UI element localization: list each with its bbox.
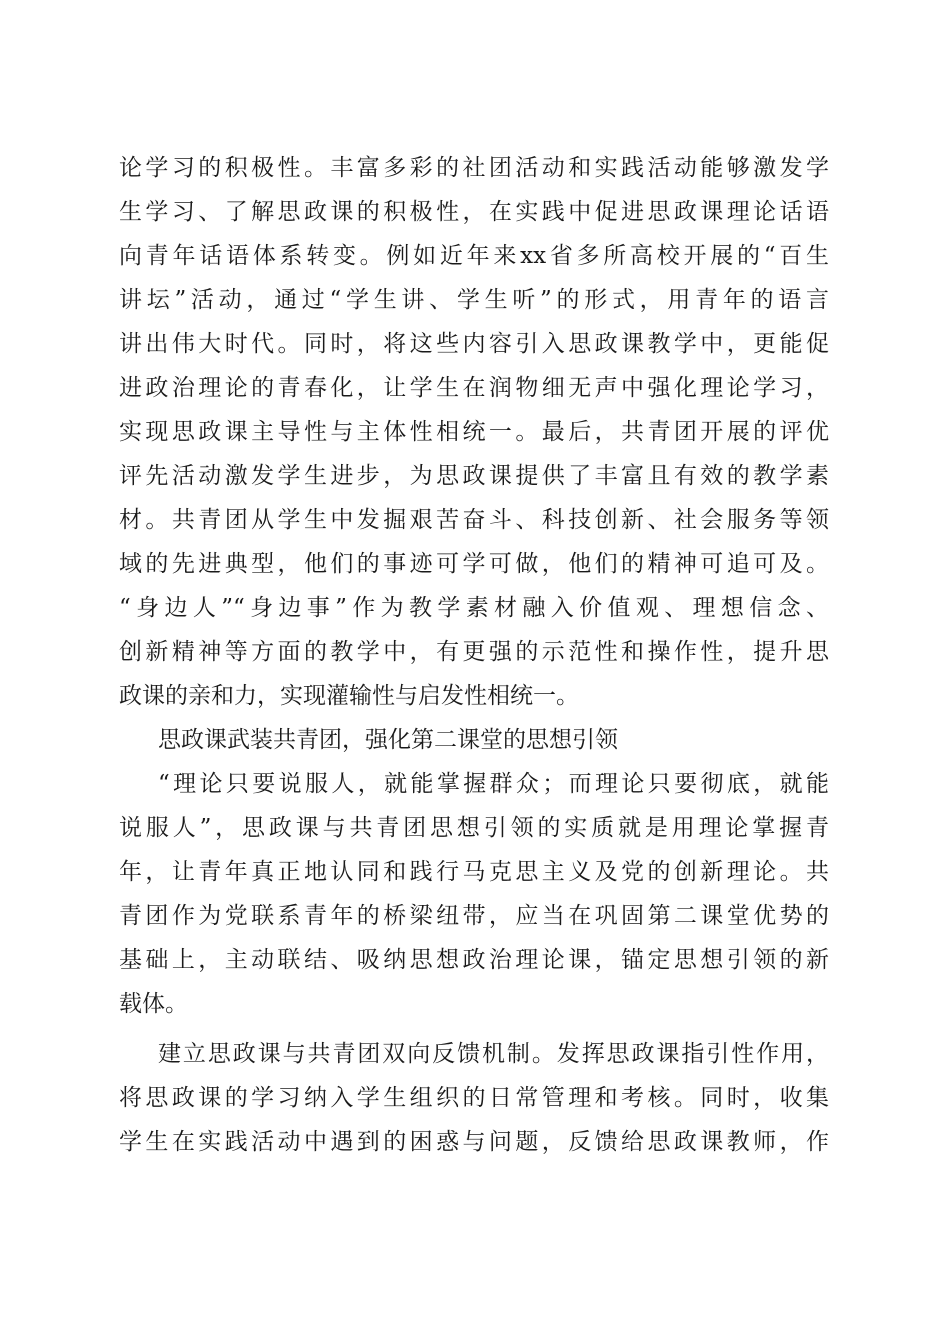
paragraph-line: 评先活动激发学生进步，为思政课提供了丰富且有效的教学素	[119, 463, 829, 489]
paragraph-line: 基础上，主动联结、吸纳思想政治理论课，锚定思想引领的新	[119, 947, 829, 973]
paragraph-line: 讲出伟大时代。同时，将这些内容引入思政课教学中，更能促	[119, 331, 829, 357]
paragraph-line: 讲坛”活动，通过“学生讲、学生听”的形式，用青年的语言	[119, 287, 829, 313]
paragraph-line: 政课的亲和力，实现灌输性与启发性相统一。	[119, 683, 579, 709]
paragraph-line: 说服人”，思政课与共青团思想引领的实质就是用理论掌握青	[119, 815, 829, 841]
section-heading: 思政课武装共青团，强化第二课堂的思想引领	[158, 727, 618, 753]
paragraph-line: 论学习的积极性。丰富多彩的社团活动和实践活动能够激发学	[119, 155, 829, 181]
paragraph-line: 建立思政课与共青团双向反馈机制。发挥思政课指引性作用，	[158, 1041, 829, 1067]
paragraph-line: 青团作为党联系青年的桥梁纽带，应当在巩固第二课堂优势的	[119, 903, 829, 929]
paragraph-line: 年，让青年真正地认同和践行马克思主义及党的创新理论。共	[119, 859, 829, 885]
paragraph-line: 进政治理论的青春化，让学生在润物细无声中强化理论学习，	[119, 375, 829, 401]
paragraph-line: “身边人”“身边事”作为教学素材融入价值观、理想信念、	[119, 595, 829, 621]
paragraph-line: 创新精神等方面的教学中，有更强的示范性和操作性，提升思	[119, 639, 829, 665]
paragraph-line: 载体。	[119, 991, 188, 1017]
paragraph-line: 学生在实践活动中遇到的困惑与问题，反馈给思政课教师，作	[119, 1129, 829, 1155]
paragraph-line: 域的先进典型，他们的事迹可学可做，他们的精神可追可及。	[119, 551, 829, 577]
paragraph-line: 材。共青团从学生中发掘艰苦奋斗、科技创新、社会服务等领	[119, 507, 829, 533]
paragraph-line: 实现思政课主导性与主体性相统一。最后，共青团开展的评优	[119, 419, 829, 445]
paragraph-line: 向青年话语体系转变。例如近年来xx省多所高校开展的“百生	[119, 243, 829, 269]
paragraph-line: “理论只要说服人，就能掌握群众；而理论只要彻底，就能	[158, 771, 829, 797]
paragraph-line: 生学习、了解思政课的积极性，在实践中促进思政课理论话语	[119, 199, 829, 225]
paragraph-line: 将思政课的学习纳入学生组织的日常管理和考核。同时，收集	[119, 1085, 829, 1111]
